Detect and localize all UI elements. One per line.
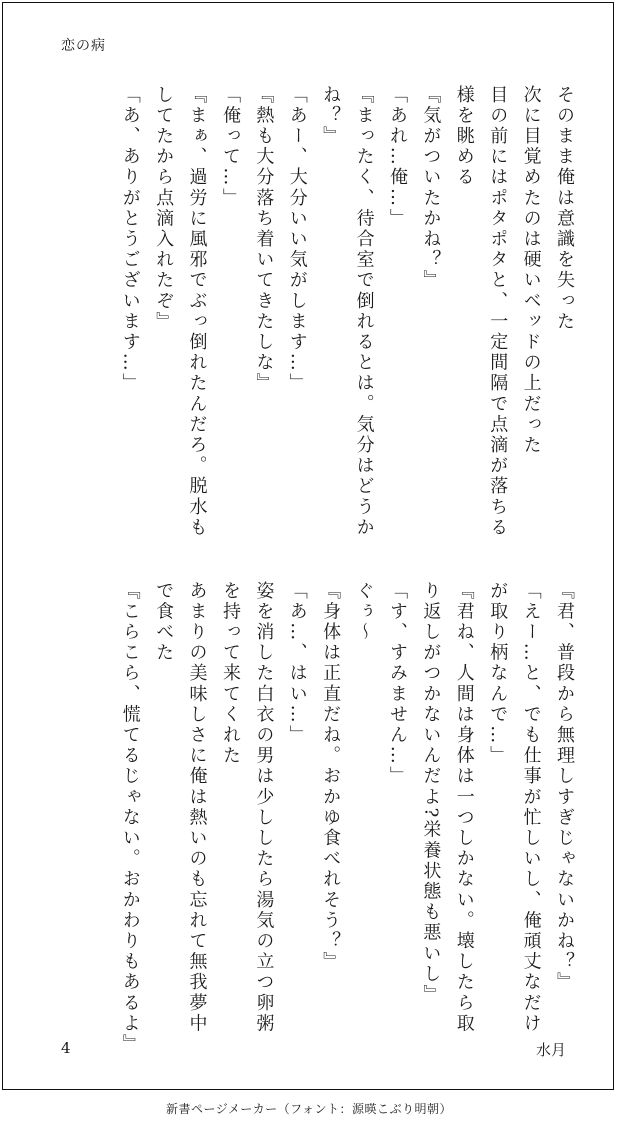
text-line: 『君ね、人間は身体は一つしかない。壊したら取 (453, 581, 475, 1035)
text-line: 『熱も大分落ち着いてきたしな』 (253, 85, 275, 394)
text-line: 様を眺める (453, 85, 475, 188)
text-line: 『身体は正直だね。おかゆ食べれそう？』 (320, 581, 342, 973)
text-line: 「あ、ありがとうございます…」 (119, 85, 141, 394)
text-line: 『君、普段から無理しすぎじゃないかね？』 (554, 581, 575, 993)
text-line: 「俺って…」 (219, 85, 241, 209)
text-line: が取り柄なんで…」 (487, 581, 509, 767)
book-page (2, 2, 614, 1090)
page-number: 4 (61, 1039, 71, 1057)
text-line: 「えー…と、でも仕事が忙しいし、俺頑丈なだけ (520, 581, 542, 1035)
text-line: 『気がついたかね？』 (420, 85, 442, 291)
text-line: を持って来てくれた (219, 581, 241, 767)
text-line: で食べた (153, 581, 175, 664)
text-line: そのまま俺は意識を失った (554, 85, 575, 333)
text-line: 目の前にはポタポタと、一定間隔で点滴が落ちる (487, 85, 509, 539)
text-line: 「あれ…俺…」 (386, 85, 408, 230)
chapter-title: 恋の病 (61, 38, 106, 54)
text-line: あまりの美味しさに俺は熱いのも忘れて無我夢中 (186, 581, 208, 1035)
text-line: 次に目覚めたのは硬いベッドの上だった (520, 85, 542, 456)
text-line: 「す、すみません…」 (386, 581, 408, 787)
text-line: 『まぁ、過労に風邪でぶっ倒れたんだろ。脱水も (186, 85, 208, 539)
text-line: 『まったく、待合室で倒れるとは。気分はどうか (353, 85, 375, 539)
text-line: 「あー、大分いい気がします…」 (286, 85, 308, 394)
text-line: 『こらこら、慌てるじゃない。おかわりもあるよ』 (119, 581, 141, 1055)
text-line: り返しがつかないんだよ?栄養状態も悪いし』 (420, 581, 442, 1006)
author-name: 水月 (536, 1041, 567, 1059)
text-line: 姿を消した白衣の男は少ししたら湯気の立つ卵粥 (253, 581, 275, 1035)
text-line: 「あ…、はい…」 (286, 581, 308, 746)
text-line: ね？』 (320, 85, 342, 147)
text-line: ぐぅ〜 (353, 581, 375, 643)
text-block-top (43, 85, 581, 539)
text-line: してたから点滴入れたぞ』 (153, 85, 175, 333)
generator-credit: 新書ページメーカー（フォント：源暎こぶり明朝） (165, 1102, 453, 1116)
